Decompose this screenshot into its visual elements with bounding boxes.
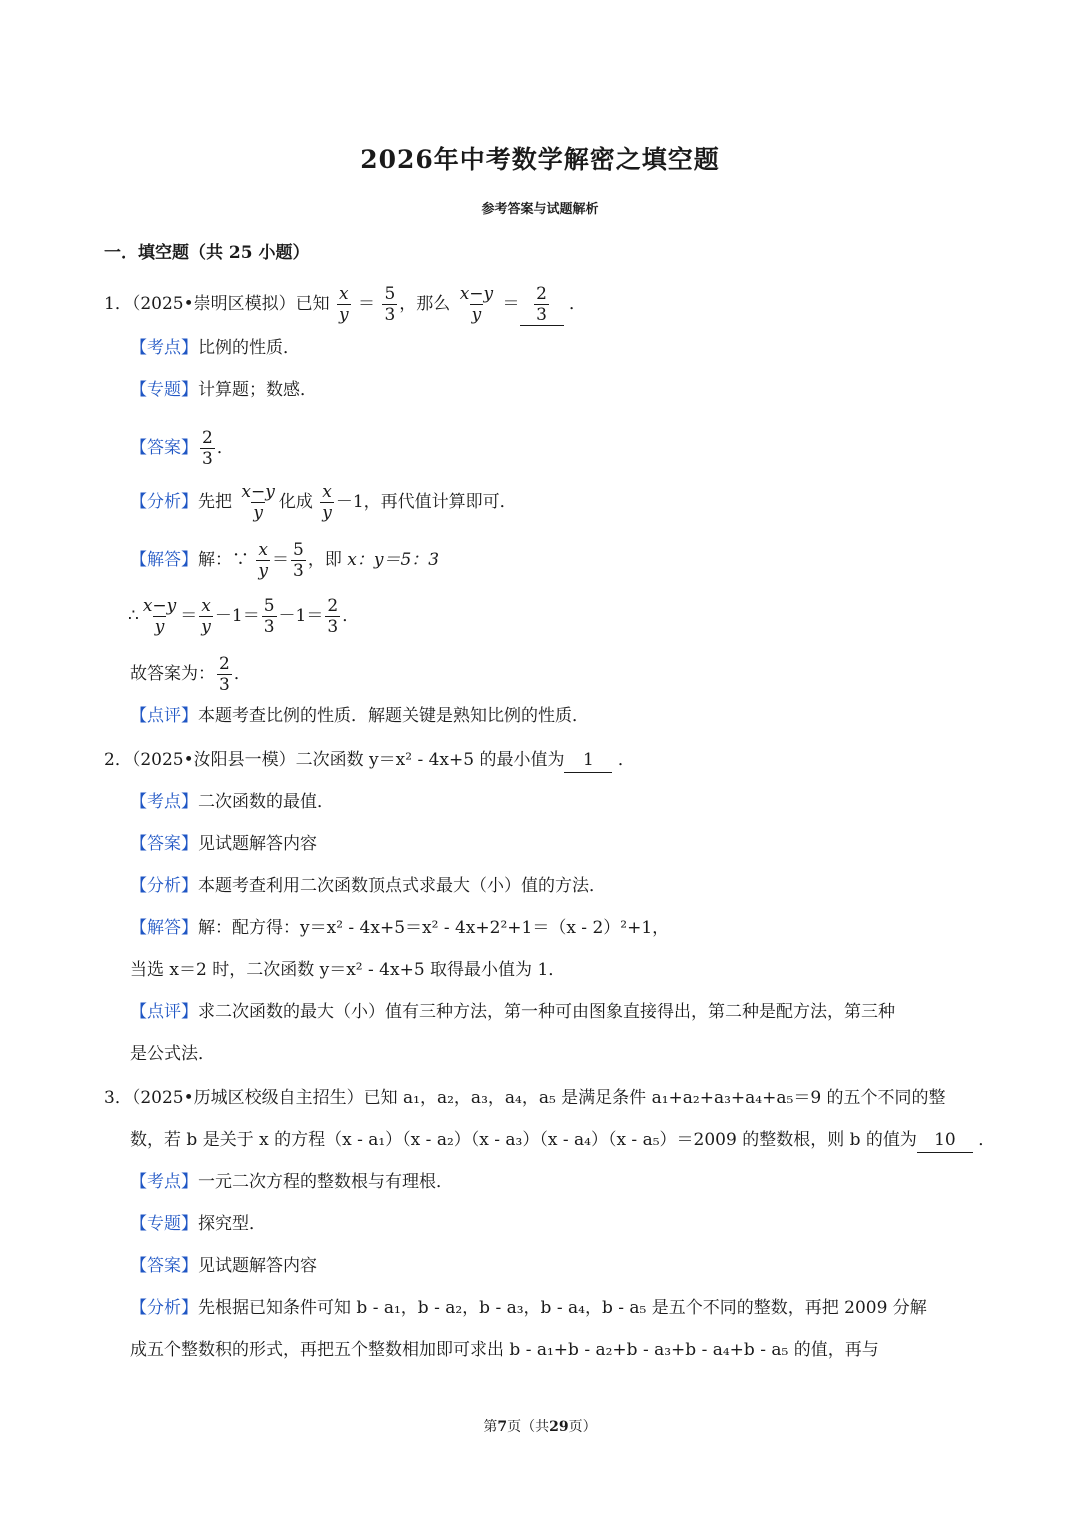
q1-derivation: ∴ $\frac{x-y}{y}$ ＝ $\frac{x}{y}$ －1＝ $\frac{5}{3}$ －1＝ $\frac{2}{3}$ ． [128, 596, 360, 637]
q1-fenxi: 【分析】先把 $\frac{x-y}{y}$ 化成 $\frac{x}{y}$ －1，再代值计算即可． [130, 482, 517, 523]
q3-fenxi-2: 成五个整数积的形式，再把五个整数相加即可求出 b ‐ a₁+b ‐ a₂+b ‐ a₃+b ‐ a₄+b ‐ a₅ 的值，再与 [130, 1340, 879, 1360]
q1-dianping: 【点评】本题考查比例的性质．解题关键是熟知比例的性质． [130, 706, 589, 726]
fraction-x-over-y: $\frac{x}{y}$ [339, 284, 349, 325]
q3-kaodian: 【考点】一元二次方程的整数根与有理根． [130, 1172, 453, 1192]
q3-zhuanti: 【专题】探究型． [130, 1214, 266, 1234]
q1-jieda: 【解答】解：∵ $\frac{x}{y}$ ＝ $\frac{5}{3}$ ，即 x：y＝5：3 [130, 540, 440, 581]
q2-fenxi: 【分析】本题考查利用二次函数顶点式求最大（小）值的方法． [130, 876, 606, 896]
q2-kaodian: 【考点】二次函数的最值． [130, 792, 334, 812]
question-1-stem: 1．（2025•崇明区模拟）已知 $\frac{x}{y}$ ＝ $\frac{5}{3}$ ，那么 $\frac{x-y}{y}$ ＝ $\frac{2}{3}$ ． [104, 284, 586, 325]
q2-dianping: 【点评】求二次函数的最大（小）值有三种方法，第一种可由图象直接得出，第二种是配方法，第三种 [130, 1002, 895, 1022]
question-3-stem: 3．（2025•历城区校级自主招生）已知 a₁，a₂，a₃，a₄，a₅ 是满足条件 a₁+a₂+a₃+a₄+a₅＝9 的五个不同的整 [104, 1088, 946, 1108]
fraction-xmy-over-y: $\frac{x-y}{y}$ [459, 284, 494, 325]
q2-jieda: 【解答】解：配方得：y＝x² ‐ 4x+5＝x² ‐ 4x+2²+1＝（x ‐ 2）²+1， [130, 918, 670, 938]
fraction-5-over-3: $\frac{5}{3}$ [384, 284, 396, 325]
q1-gu: 故答案为： $\frac{2}{3}$ ． [130, 654, 251, 695]
question-3-stem-2: 数，若 b 是关于 x 的方程（x ‐ a₁）（x ‐ a₂）（x ‐ a₃）（x ‐ a₄）（x ‐ a₅）＝2009 的整数根，则 b 的值为 10 ． [130, 1128, 995, 1153]
q2-jieda-2: 当选 x＝2 时，二次函数 y＝x² ‐ 4x+5 取得最小值为 1． [130, 960, 566, 980]
question-2-stem: 2．（2025•汝阳县一模）二次函数 y＝x² ‐ 4x+5 的最小值为 1 ． [104, 748, 635, 773]
q2-daan: 【答案】见试题解答内容 [130, 834, 317, 854]
q1-zhuanti: 【专题】计算题；数感． [130, 380, 317, 400]
page-footer: 第7页（共29页） [483, 1419, 597, 1435]
q3-daan: 【答案】见试题解答内容 [130, 1256, 317, 1276]
page-subtitle: 参考答案与试题解析 [481, 202, 599, 217]
total-pages: 29 [549, 1419, 569, 1435]
page-title: 2026年中考数学解密之填空题 [360, 145, 720, 174]
q3-fenxi: 【分析】先根据已知条件可知 b ‐ a₁，b ‐ a₂，b ‐ a₃，b ‐ a₄，b ‐ a₅ 是五个不同的整数，再把 2009 分解 [130, 1298, 927, 1318]
section-heading: 一．填空题（共 25 小题） [104, 243, 310, 263]
answer-blank-1: $\frac{2}{3}$ [520, 284, 564, 326]
current-page-number: 7 [497, 1419, 508, 1435]
answer-blank-3: 10 [917, 1128, 973, 1153]
q2-dianping-2: 是公式法． [130, 1044, 215, 1064]
q1-daan: 【答案】 $\frac{2}{3}$ ． [130, 428, 234, 469]
q1-kaodian: 【考点】比例的性质． [130, 338, 300, 358]
answer-blank-2: 1 [564, 748, 612, 773]
